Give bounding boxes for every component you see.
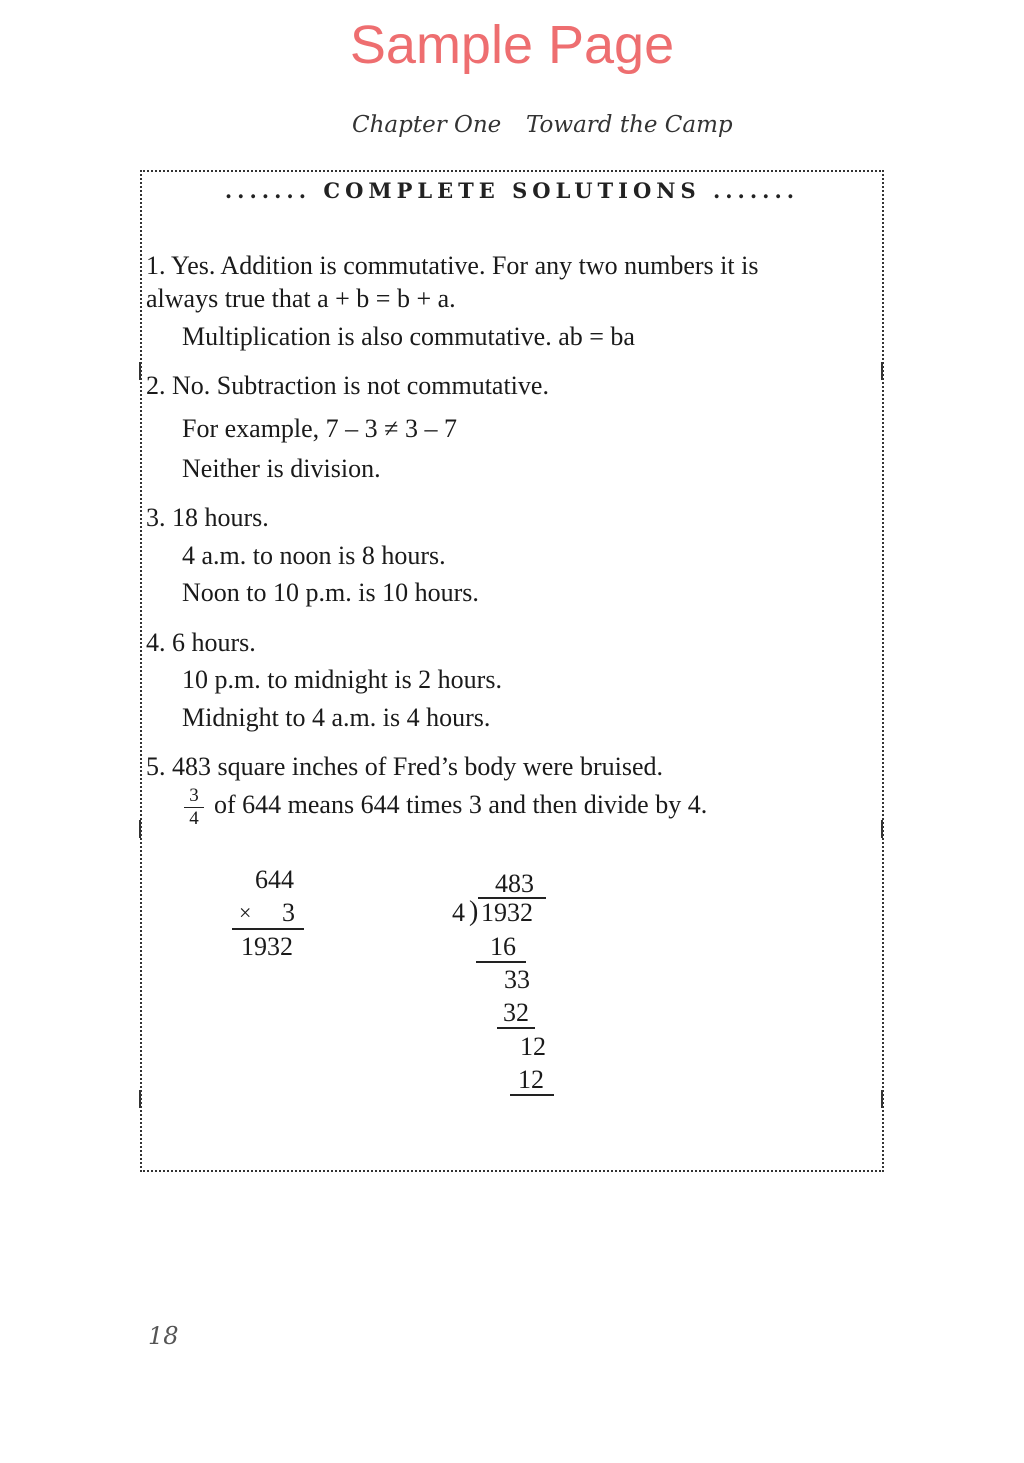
division-step-1: 16: [490, 932, 516, 961]
division-divisor: 4: [452, 898, 465, 927]
box-border-tick: [139, 820, 141, 838]
solution-2-line-1: 2. No. Subtraction is not commutative.: [146, 371, 549, 400]
solution-2-line-3: Neither is division.: [182, 454, 381, 483]
multiplication-rule: [232, 928, 304, 930]
solution-1-line-2: always true that a + b = b + a.: [146, 284, 456, 313]
box-border-tick: [139, 362, 141, 380]
division-step-5: 12: [518, 1065, 544, 1094]
multiplication-multiplier: 3: [282, 898, 295, 927]
division-step-2: 33: [504, 965, 530, 994]
chapter-label: Chapter One: [352, 112, 502, 138]
division-rule-2: [497, 1027, 535, 1029]
sample-page-watermark: Sample Page: [349, 15, 675, 75]
box-border-tick: [881, 820, 883, 838]
solution-1-line-1: 1. Yes. Addition is commutative. For any two numbers it is: [146, 251, 759, 280]
heading-dots-right: .......: [712, 178, 800, 203]
solution-3-line-3: Noon to 10 p.m. is 10 hours.: [182, 578, 479, 607]
multiplication-top: 644: [255, 865, 294, 894]
fraction-numerator: 3: [189, 785, 199, 806]
solution-3-line-1: 3. 18 hours.: [146, 503, 269, 532]
box-border-tick: [881, 362, 883, 380]
chapter-title: Toward the Camp: [526, 112, 733, 138]
solutions-heading: [140, 178, 884, 203]
page-number: 18: [148, 1322, 179, 1350]
fraction-three-quarters: [184, 786, 204, 829]
solution-1-line-3: Multiplication is also commutative. ab = ba: [182, 322, 635, 351]
division-rule-3: [510, 1094, 554, 1096]
multiplication-sign: ×: [239, 900, 252, 925]
box-border-tick: [881, 1090, 883, 1108]
fraction-denominator: 4: [189, 808, 199, 829]
solution-4-line-1: 4. 6 hours.: [146, 628, 256, 657]
solution-3-line-2: 4 a.m. to noon is 8 hours.: [182, 541, 446, 570]
box-border-tick: [139, 1090, 141, 1108]
heading-text: COMPLETE SOLUTIONS: [323, 178, 701, 203]
solution-4-line-3: Midnight to 4 a.m. is 4 hours.: [182, 703, 491, 732]
solution-2-line-2: For example, 7 – 3 ≠ 3 – 7: [182, 414, 457, 443]
division-step-4: 12: [520, 1032, 546, 1061]
solution-4-line-2: 10 p.m. to midnight is 2 hours.: [182, 665, 502, 694]
division-dividend: 1932: [481, 898, 533, 927]
solution-5-line-2: of 644 means 644 times 3 and then divide by 4.: [214, 790, 708, 819]
division-bracket: ): [469, 896, 479, 927]
division-step-3: 32: [503, 998, 529, 1027]
heading-dots-left: .......: [224, 178, 312, 203]
multiplication-product: 1932: [241, 932, 293, 961]
division-quotient: 483: [495, 869, 534, 898]
division-rule-1: [476, 961, 526, 963]
solution-5-line-1: 5. 483 square inches of Fred’s body were bruised.: [146, 752, 663, 781]
